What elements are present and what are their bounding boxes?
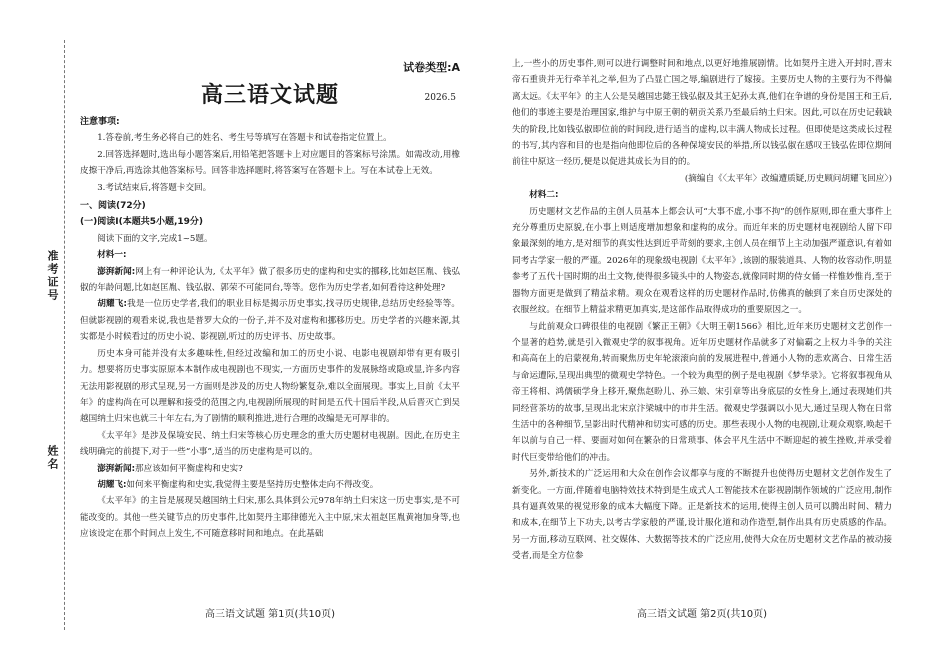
paragraph-text: 网上有一种评论认为,《太平年》做了很多历史的虚构和史实的挪移,比如赵匡胤、钱弘俶的年龄问题,比如赵匡胤、钱弘俶、郭荣不可能同台,等等。您作为历史学者,如何看待这种处理? <box>80 266 460 294</box>
cut-line <box>64 40 65 630</box>
interview-paragraph <box>80 461 460 477</box>
interview-paragraph <box>80 264 460 297</box>
paragraph-text: 《太平年》是涉及保境安民、纳土归宋等核心历史理念的重大历史题材电视剧。因此,在历史主线明确完的前提下,对于一些“小事”,适当的历史虚构是可以的。 <box>80 430 460 458</box>
page-two <box>512 56 892 616</box>
paper-type: 试卷类型:A <box>403 61 460 74</box>
paragraph-text: 我是一位历史学者,我们的职业目标是揭示历史事实,找寻历史规律,总结历史经验等等。但就影视剧的观看来说,我也是普罗大众的一份子,并不及对虚构和挪移历史。历史学者的兴趣来源,其实都是小时候看过的历史小说、影视剧,听过的历史评书、历史故事。 <box>80 299 460 343</box>
material-paragraph: 与此前观众口碑很佳的电视剧《繁正王朝》《大明王朝1566》相比,近年来历史题材文艺创作一个显著的趋势,就是引入微观史学的叙事视角。近年历史题材作品就多了对偏霸之上权力斗争的关注和高高在上的启蒙视角,转而聚焦历史年轮滚滚向前的发展进程中,普通小人物的悲欢离合、日常生活与命运遭际,呈现出典型的微观史学特色。一个较为典型的例子是电视剧《梦华录》。它将叙事视角从帝王将相、鸿儒硕学身上移开,聚焦赵盼儿、孙三娘、宋引章等出身底层的女性身上,通过表现她们共同经营茶坊的故事,呈现出北宋京汴梁城中的市井生活。微观史学强调以小见大,通过呈现人物在日常生活中的各种细节,呈影出时代精神和切实可感的历史。那些表现小人物的电视剧,让观众观察,唤起千年以前与自己一样、要面对如何在繁杂的日常琐事、体会平凡生活中不断迎起的被生挫败,并承受着时代巨变带给他们的冲击。 <box>512 321 892 463</box>
paragraph-text: 历史本身可能并没有太多趣味性,但经过改编和加工的历史小说、电影电视剧却带有更有吸引力。想要将历史事实原原本本制作成电视剧也不现实,一方面历史事件的发展脉络或隐或显,许多内容无法用影视剧的形式呈现,另一方面则是涉及的历史人物纷繁复杂,难以全面展现。事实上,目前《太平年》的虚构尚在可以理解和接受的范围之内,电视剧所展现的时间是五代十国后半段,从后晋灭亡到吴越国纳土归宋也就三十年左右,为了剧情的顺利推进,进行合理的改编是无可厚非的。 <box>80 348 460 425</box>
material-two-label: 材料二: <box>529 190 559 201</box>
speaker: 澎湃新闻: <box>97 266 136 277</box>
subsection-heading: (一)阅读Ⅰ(本题共5小题,19分) <box>80 217 204 228</box>
speaker: 胡耀飞: <box>97 299 127 310</box>
reading-instruction: 阅读下面的文字,完成1~5题。 <box>97 233 213 244</box>
speaker: 澎湃新闻: <box>97 463 135 474</box>
page-footer-right: 高三语文试题 第2页(共10页) <box>636 609 768 620</box>
interview-paragraph <box>80 296 460 345</box>
material-paragraph: 历史题材文艺作品的主创人员基本上都会认可“大事不虚,小事不拘”的创作原则,即在重大事件上充分尊重历史原貌,在小事上则适度增加想象和虚构的成分。而近年来的历史题材电视剧给人留下印象最深刻的地方,是对细节的真实性达到近乎苛刻的要求,主创人员在细节上主动加强严谨意识,有着如同考古学家一般的严谨。2026年的现象级电视剧《太平年》,该剧的服装道具、人物的妆容动作,明显参考了五代十国时期的出土文物,使得很多镜头中的人物姿态,就像同时期的侍女俑一样惟妙惟肖,至于器物方面更是做到了精益求精。观众在观看这样的历史题材作品时,仿佛真的触到了来自历史深处的衣服丝纹。在细节上精益求精更加真实,是这部作品取得成功的重要原因之一。 <box>512 206 892 316</box>
material-one-label: 材料一: <box>97 250 127 261</box>
exam-date: 2026.5 <box>424 93 456 103</box>
interview-paragraph <box>80 428 460 461</box>
paragraph-text: 如何来平衡虚构和史实,我觉得主要是坚持历史整体走向不得改变。 <box>126 479 379 490</box>
section-heading: 一、阅读(72分) <box>80 201 146 212</box>
material-paragraph: 另外,新技术的广泛运用和大众在创作会议都享与度的不断提升也使得历史题材文艺创作发生了新变化。一方面,伴随着电脑特效技术特到是生成式人工智能技术在影视剧制作领域的广泛应用,制作具有逼真效果的视觉形象的成本大幅度下降。正是新技术的运用,使得主创人员可以腾出时间、精力和成本,在细节上下功夫,以考古学家般的严谨,设计服化道和动作造型,制作出具有历史质感的作品。另一方面,移动互联网、社交媒体、大数据等技术的广泛应用,使得大众在历史题材文艺作品的被动接受者,而是全方位参 <box>512 469 892 562</box>
note-item: 3.考试结束后,将答题卡交回。 <box>97 182 212 193</box>
interview-paragraph <box>80 346 460 428</box>
continuation-paragraph: 上,一些小的历史事件,则可以进行调整时间和地点,以更好地推展剧情。比如契丹主进入开封时,晋末帝石重贵并无行牵羊礼之举,但为了凸显亡国之辱,编剧进行了嫁接。主要历史人物的主要行为不得偏离太远。《太平年》的主人公是吴越国忠懿王钱弘俶及其王妃孙太真,他们在争谱的身份是国王和王后,他们的事迹主要是治理国家,维护与中原王朝的朝贡关系乃至最后纳土归宋。因此,可以在历史记载缺失的阶段,比如钱弘俶即位前的时间段,进行适当的虚构,以丰满人物成长过程。但即使是这类成长过程的书写,其内容和目的也是指向他即位后的各种保境安民的举措,所以钱弘俶在感叹王钱弘佐即位期间前往中原这一经历,便是以促进其成长为目的的。 <box>512 59 892 168</box>
interview-paragraph <box>80 477 460 493</box>
source-citation: (摘编自《〈太平年〉改编遭质疑,历史顾问胡耀飞回应〉) <box>684 173 892 184</box>
paragraph-text: 《太平年》的主旨是展现吴越国纳土归宋,那么具体到公元978年纳土归宋这一历史事实,是不可能改变的。其他一些关键节点的历史事件,比如契丹主耶律德光入主中原,宋太祖赵匡胤黄袍加身等,也应该设定在那个时间点上发生,不可随意移时间和地点。在此基础 <box>80 496 460 540</box>
note-item: 1.答卷前,考生务必将自己的姓名、考生号等填写在答题卡和试卷指定位置上。 <box>97 133 392 144</box>
notes-heading: 注意事项: <box>80 117 120 127</box>
note-item: 2.回答选择题时,选出每小题答案后,用铅笔把答题卡上对应题目的答案标号涂黑。如需改动,用橡皮擦干净后,再选涂其他答案标号。回答非选择题时,将答案写在答题卡上。写在本试卷上无效。 <box>80 149 460 177</box>
page-one <box>80 56 460 616</box>
exam-number-label: 准考证号 <box>46 250 59 302</box>
page-footer-left: 高三语文试题 第1页(共10页) <box>204 609 336 620</box>
name-label: 姓名 <box>46 445 59 471</box>
interview-paragraph <box>80 493 460 542</box>
paragraph-text: 那应该如何平衡虚构和史实? <box>135 463 243 474</box>
speaker: 胡耀飞: <box>97 479 127 490</box>
exam-title: 高三语文试题 <box>200 83 339 108</box>
binding-gutter <box>0 0 70 663</box>
